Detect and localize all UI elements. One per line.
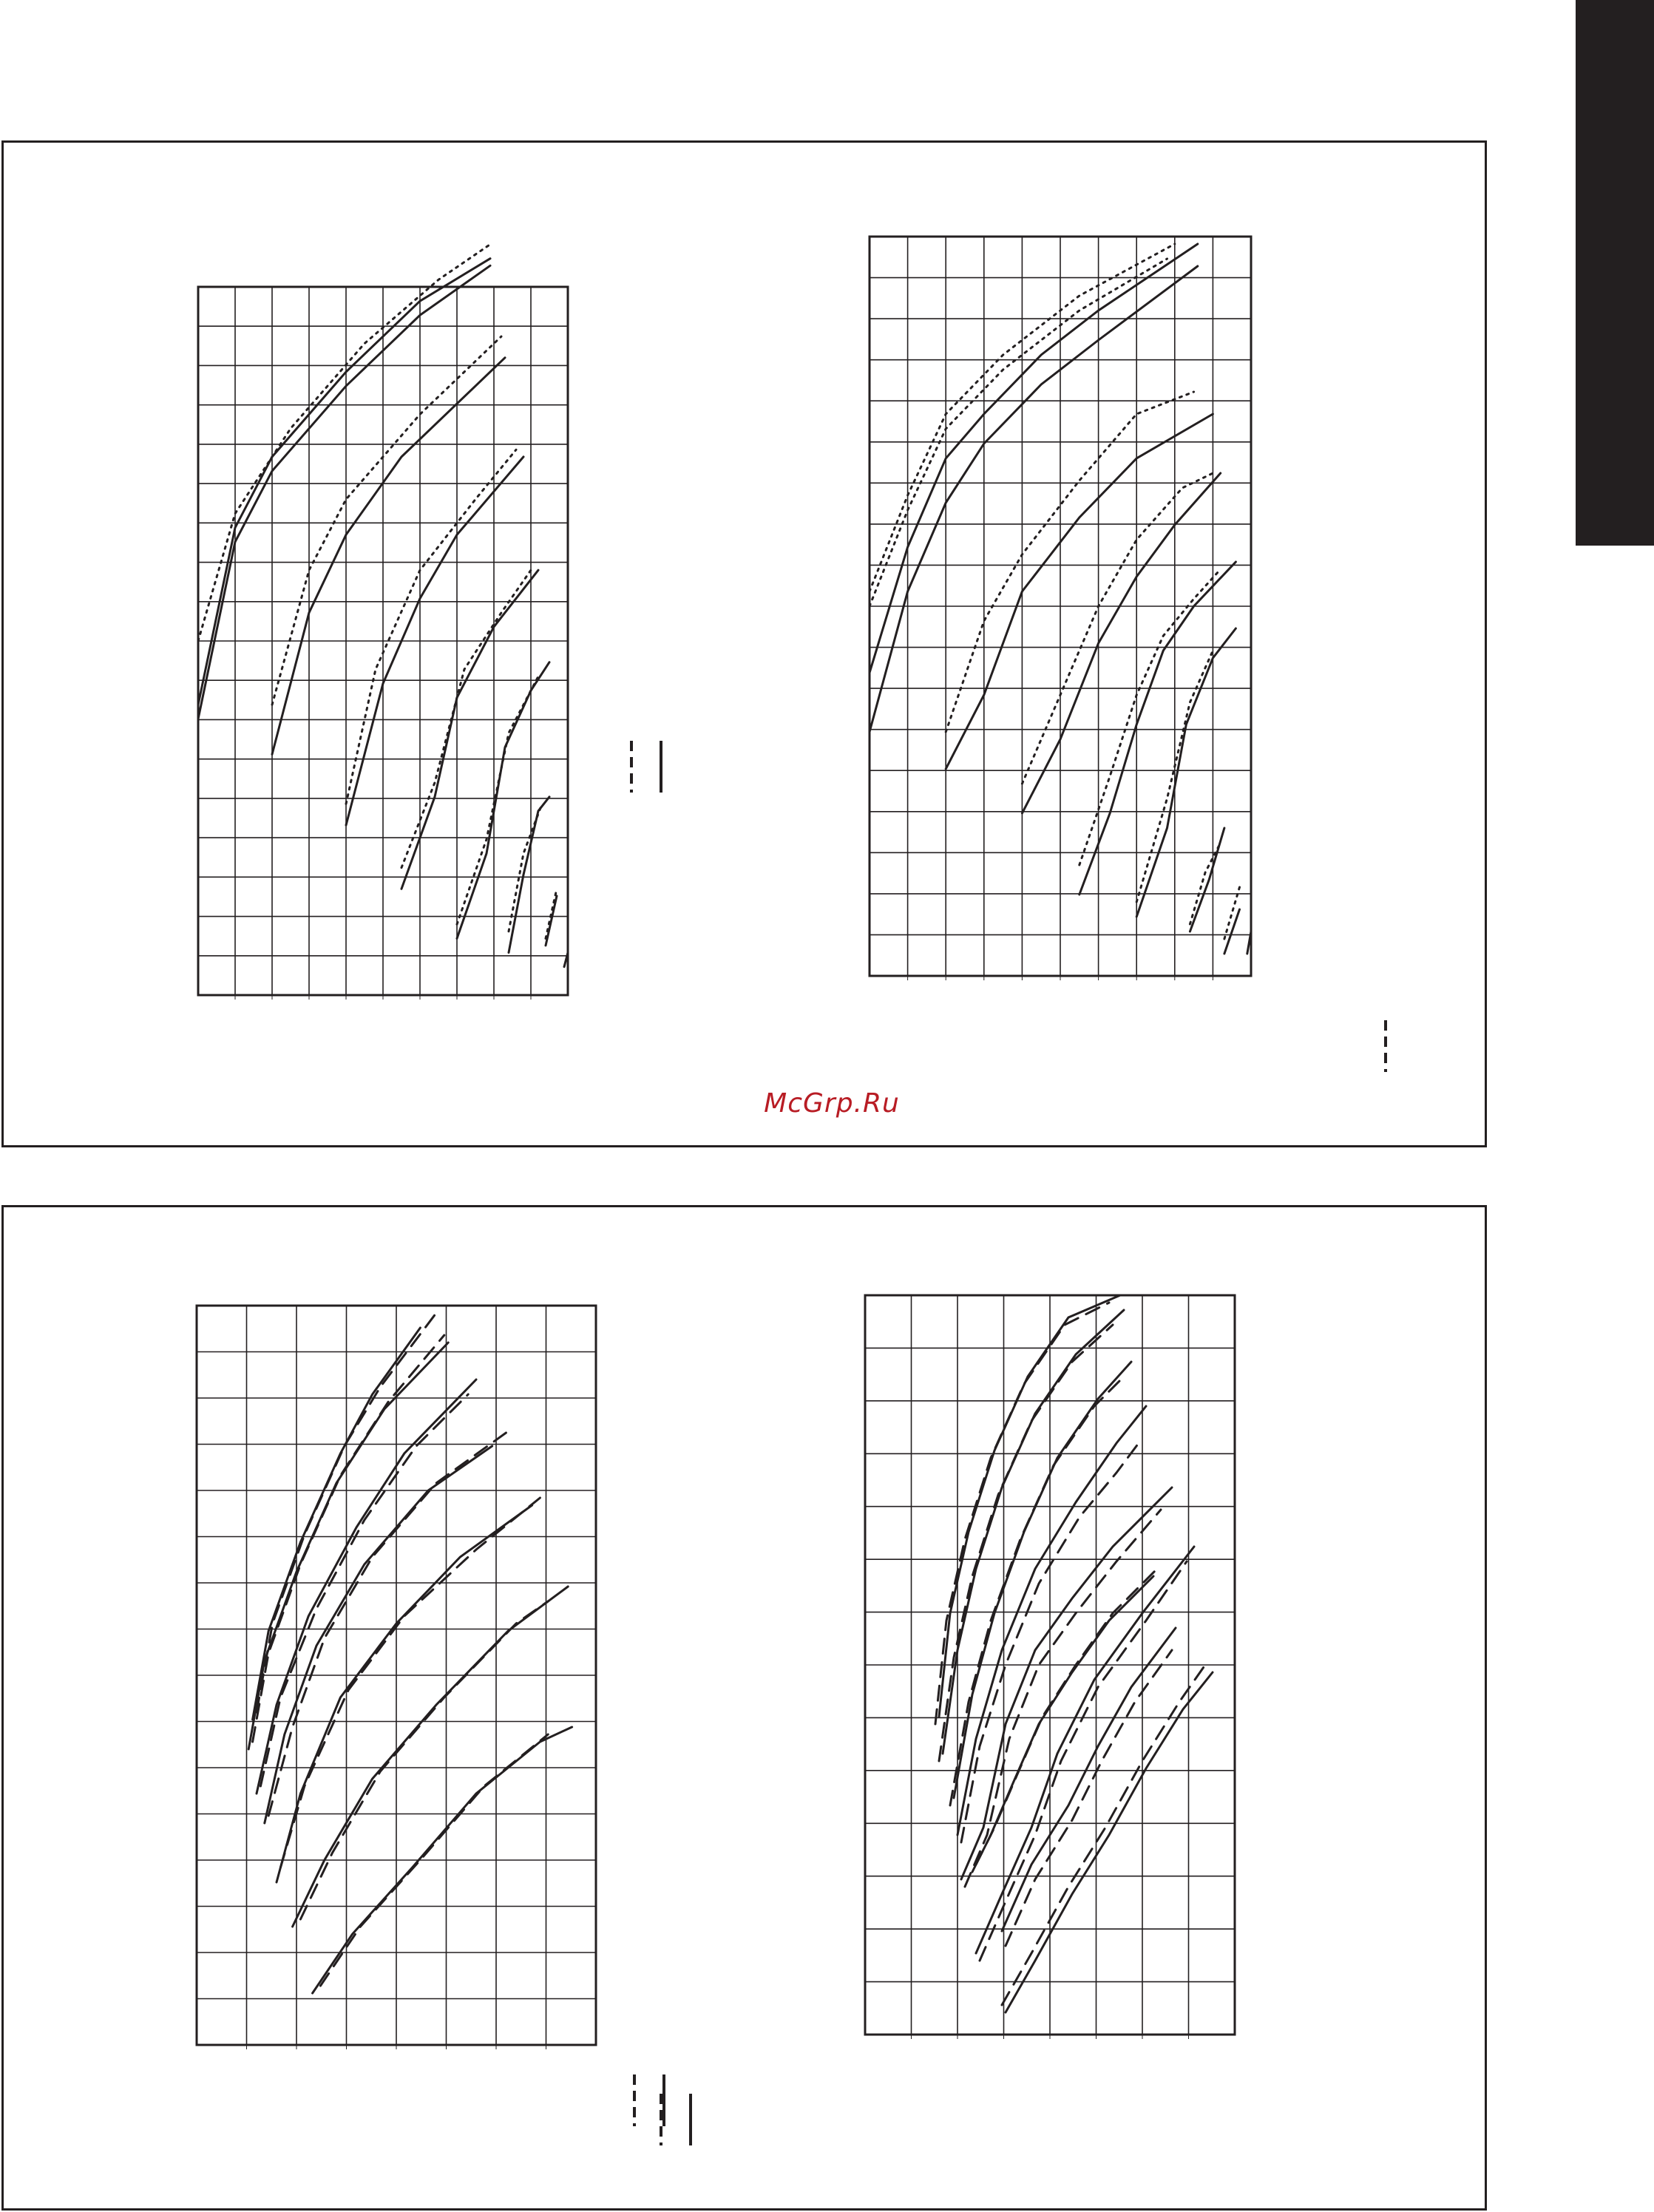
watermark-text: McGrp.Ru (764, 1088, 900, 1119)
series-line-solid (1002, 1628, 1176, 1931)
series-line-dashed (980, 1561, 1187, 1961)
series-line-solid (870, 244, 1198, 673)
series-line-solid (198, 265, 490, 719)
series-line-dotted (546, 889, 557, 938)
series-line-solid (509, 797, 549, 953)
series-line-solid (265, 1446, 492, 1823)
series-line-dotted (870, 259, 1167, 606)
series-line-solid (546, 896, 557, 946)
chapter-thumb-tab (1576, 0, 1654, 546)
series-line-dotted (1079, 569, 1221, 865)
chart-top-right (865, 234, 1257, 985)
legend-key (631, 2073, 691, 2129)
series-line-dashed (253, 1335, 444, 1742)
series-line-dashed (1006, 1650, 1172, 1946)
series-line-solid (257, 1380, 476, 1794)
series-line-dashed (268, 1431, 508, 1816)
series-line-dashed (1002, 1665, 1205, 2005)
series-line-solid (253, 1328, 421, 1720)
series-line-dotted (457, 676, 538, 924)
series-line-solid (401, 570, 538, 889)
series-line-dotted (346, 449, 516, 804)
chart-bottom-right (862, 1292, 1248, 2039)
series-line-solid (870, 266, 1198, 732)
legend-key (1383, 1019, 1442, 1075)
series-line-dashed (280, 1498, 540, 1867)
chart-bottom-left (194, 1303, 602, 2049)
series-line-solid (277, 1505, 532, 1882)
series-line-dotted (946, 392, 1193, 732)
series-line-solid (198, 259, 490, 705)
chart-top-left (194, 284, 578, 1004)
series-line-dotted (401, 570, 531, 867)
series-line-dotted (198, 245, 490, 642)
legend-key (628, 739, 688, 795)
series-line-solid (1006, 1672, 1213, 2012)
series-line-dotted (272, 336, 501, 705)
series-line-solid (1190, 828, 1224, 932)
series-line-solid (293, 1587, 569, 1927)
series-line-dashed (300, 1601, 548, 1919)
series-line-solid (946, 414, 1213, 769)
series-line-solid (972, 1576, 1153, 1872)
series-line-solid (457, 662, 549, 939)
series-line-solid (1136, 628, 1236, 917)
